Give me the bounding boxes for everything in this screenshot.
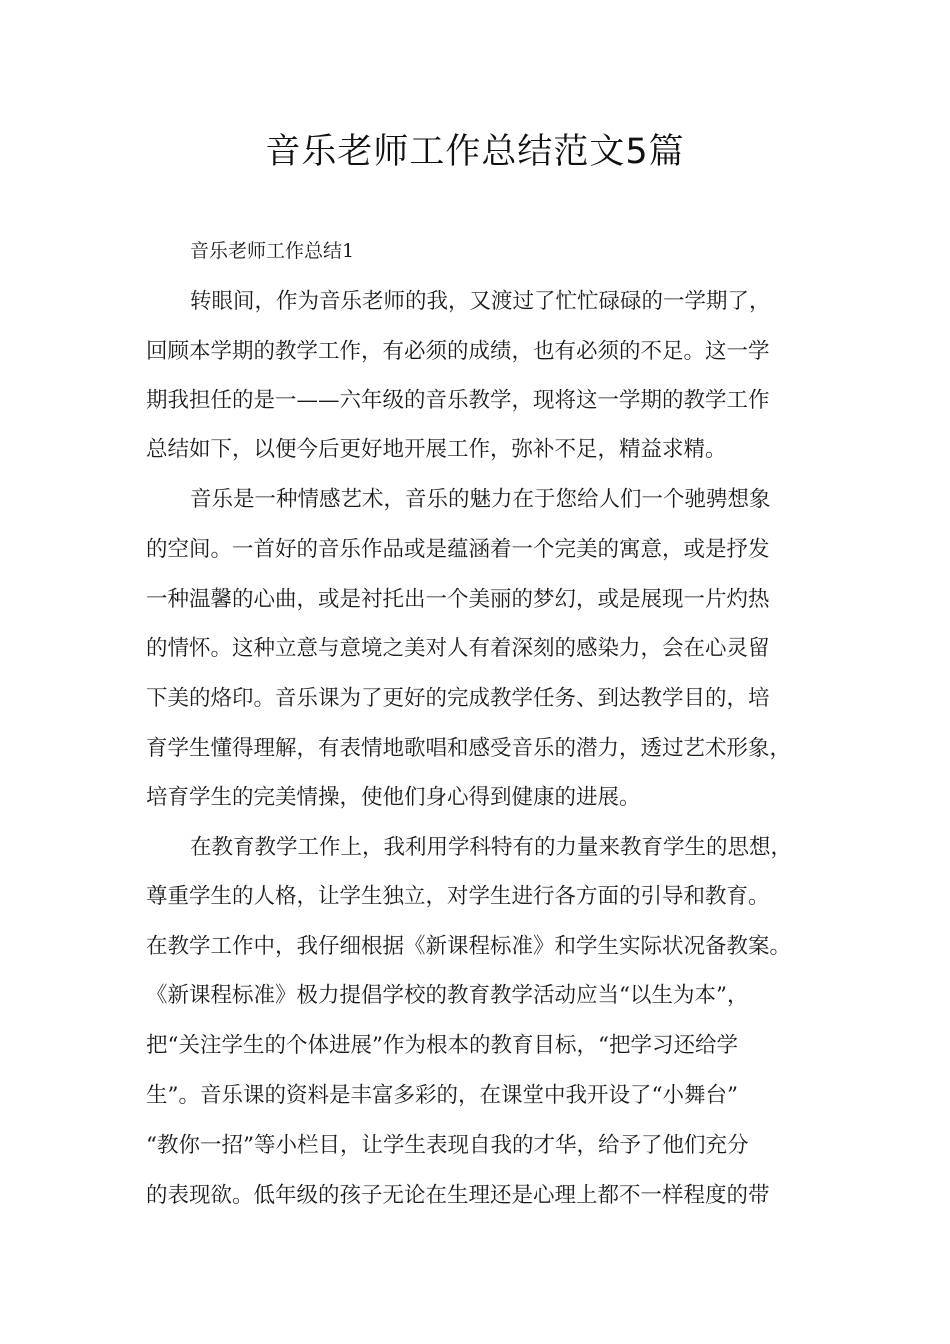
paragraph-line: 总结如下，以便今后更好地开展工作，弥补不足，精益求精。	[146, 437, 727, 462]
paragraph-line: 尊重学生的人格，让学生独立，对学生进行各方面的引导和教育。	[146, 884, 770, 909]
paragraph-line: 的空间。一首好的音乐作品或是蕴涵着一个完美的寓意，或是抒发	[146, 537, 770, 562]
paragraph-line: 回顾本学期的教学工作，有必须的成绩，也有必须的不足。这一学	[146, 339, 770, 364]
paragraph-line: 音乐是一种情感艺术，音乐的魅力在于您给人们一个驰骋想象	[190, 487, 771, 512]
paragraph-line: 的表现欲。低年级的孩子无论在生理还是心理上都不一样程度的带	[146, 1183, 770, 1208]
paragraph-line: 期我担任的是一——六年级的音乐教学，现将这一学期的教学工作	[146, 388, 770, 413]
paragraph-line: 转眼间，作为音乐老师的我，又渡过了忙忙碌碌的一学期了，	[190, 289, 771, 314]
paragraph-line: “教你一招”等小栏目，让学生表现自我的才华，给予了他们充分	[146, 1133, 749, 1158]
paragraph-line: 在教育教学工作上，我利用学科特有的力量来教育学生的思想，	[190, 835, 793, 860]
paragraph-line: 把“关注学生的个体进展”作为根本的教育目标，“把学习还给学	[146, 1033, 738, 1058]
paragraph-line: 育学生懂得理解，有表情地歌唱和感受音乐的潜力，透过艺术形象，	[146, 736, 792, 761]
paragraph-line: 一种温馨的心曲，或是衬托出一个美丽的梦幻，或是展现一片灼热	[146, 587, 770, 612]
paragraph-line: 的情怀。这种立意与意境之美对人有着深刻的感染力，会在心灵留	[146, 636, 770, 661]
paragraph-line: 《新课程标准》极力提倡学校的教育教学活动应当“以生为本”，	[146, 983, 749, 1008]
paragraph-line: 在教学工作中，我仔细根据《新课程标准》和学生实际状况备教案。	[146, 934, 792, 959]
paragraph-line: 培育学生的完美情操，使他们身心得到健康的进展。	[146, 785, 641, 810]
document-title: 音乐老师工作总结范文5篇	[265, 132, 685, 172]
paragraph-line: 下美的烙印。音乐课为了更好的完成教学任务、到达教学目的，培	[146, 686, 770, 711]
paragraph-line: 生”。音乐课的资料是丰富多彩的，在课堂中我开设了“小舞台”	[146, 1083, 738, 1108]
section-heading: 音乐老师工作总结1	[190, 240, 355, 262]
